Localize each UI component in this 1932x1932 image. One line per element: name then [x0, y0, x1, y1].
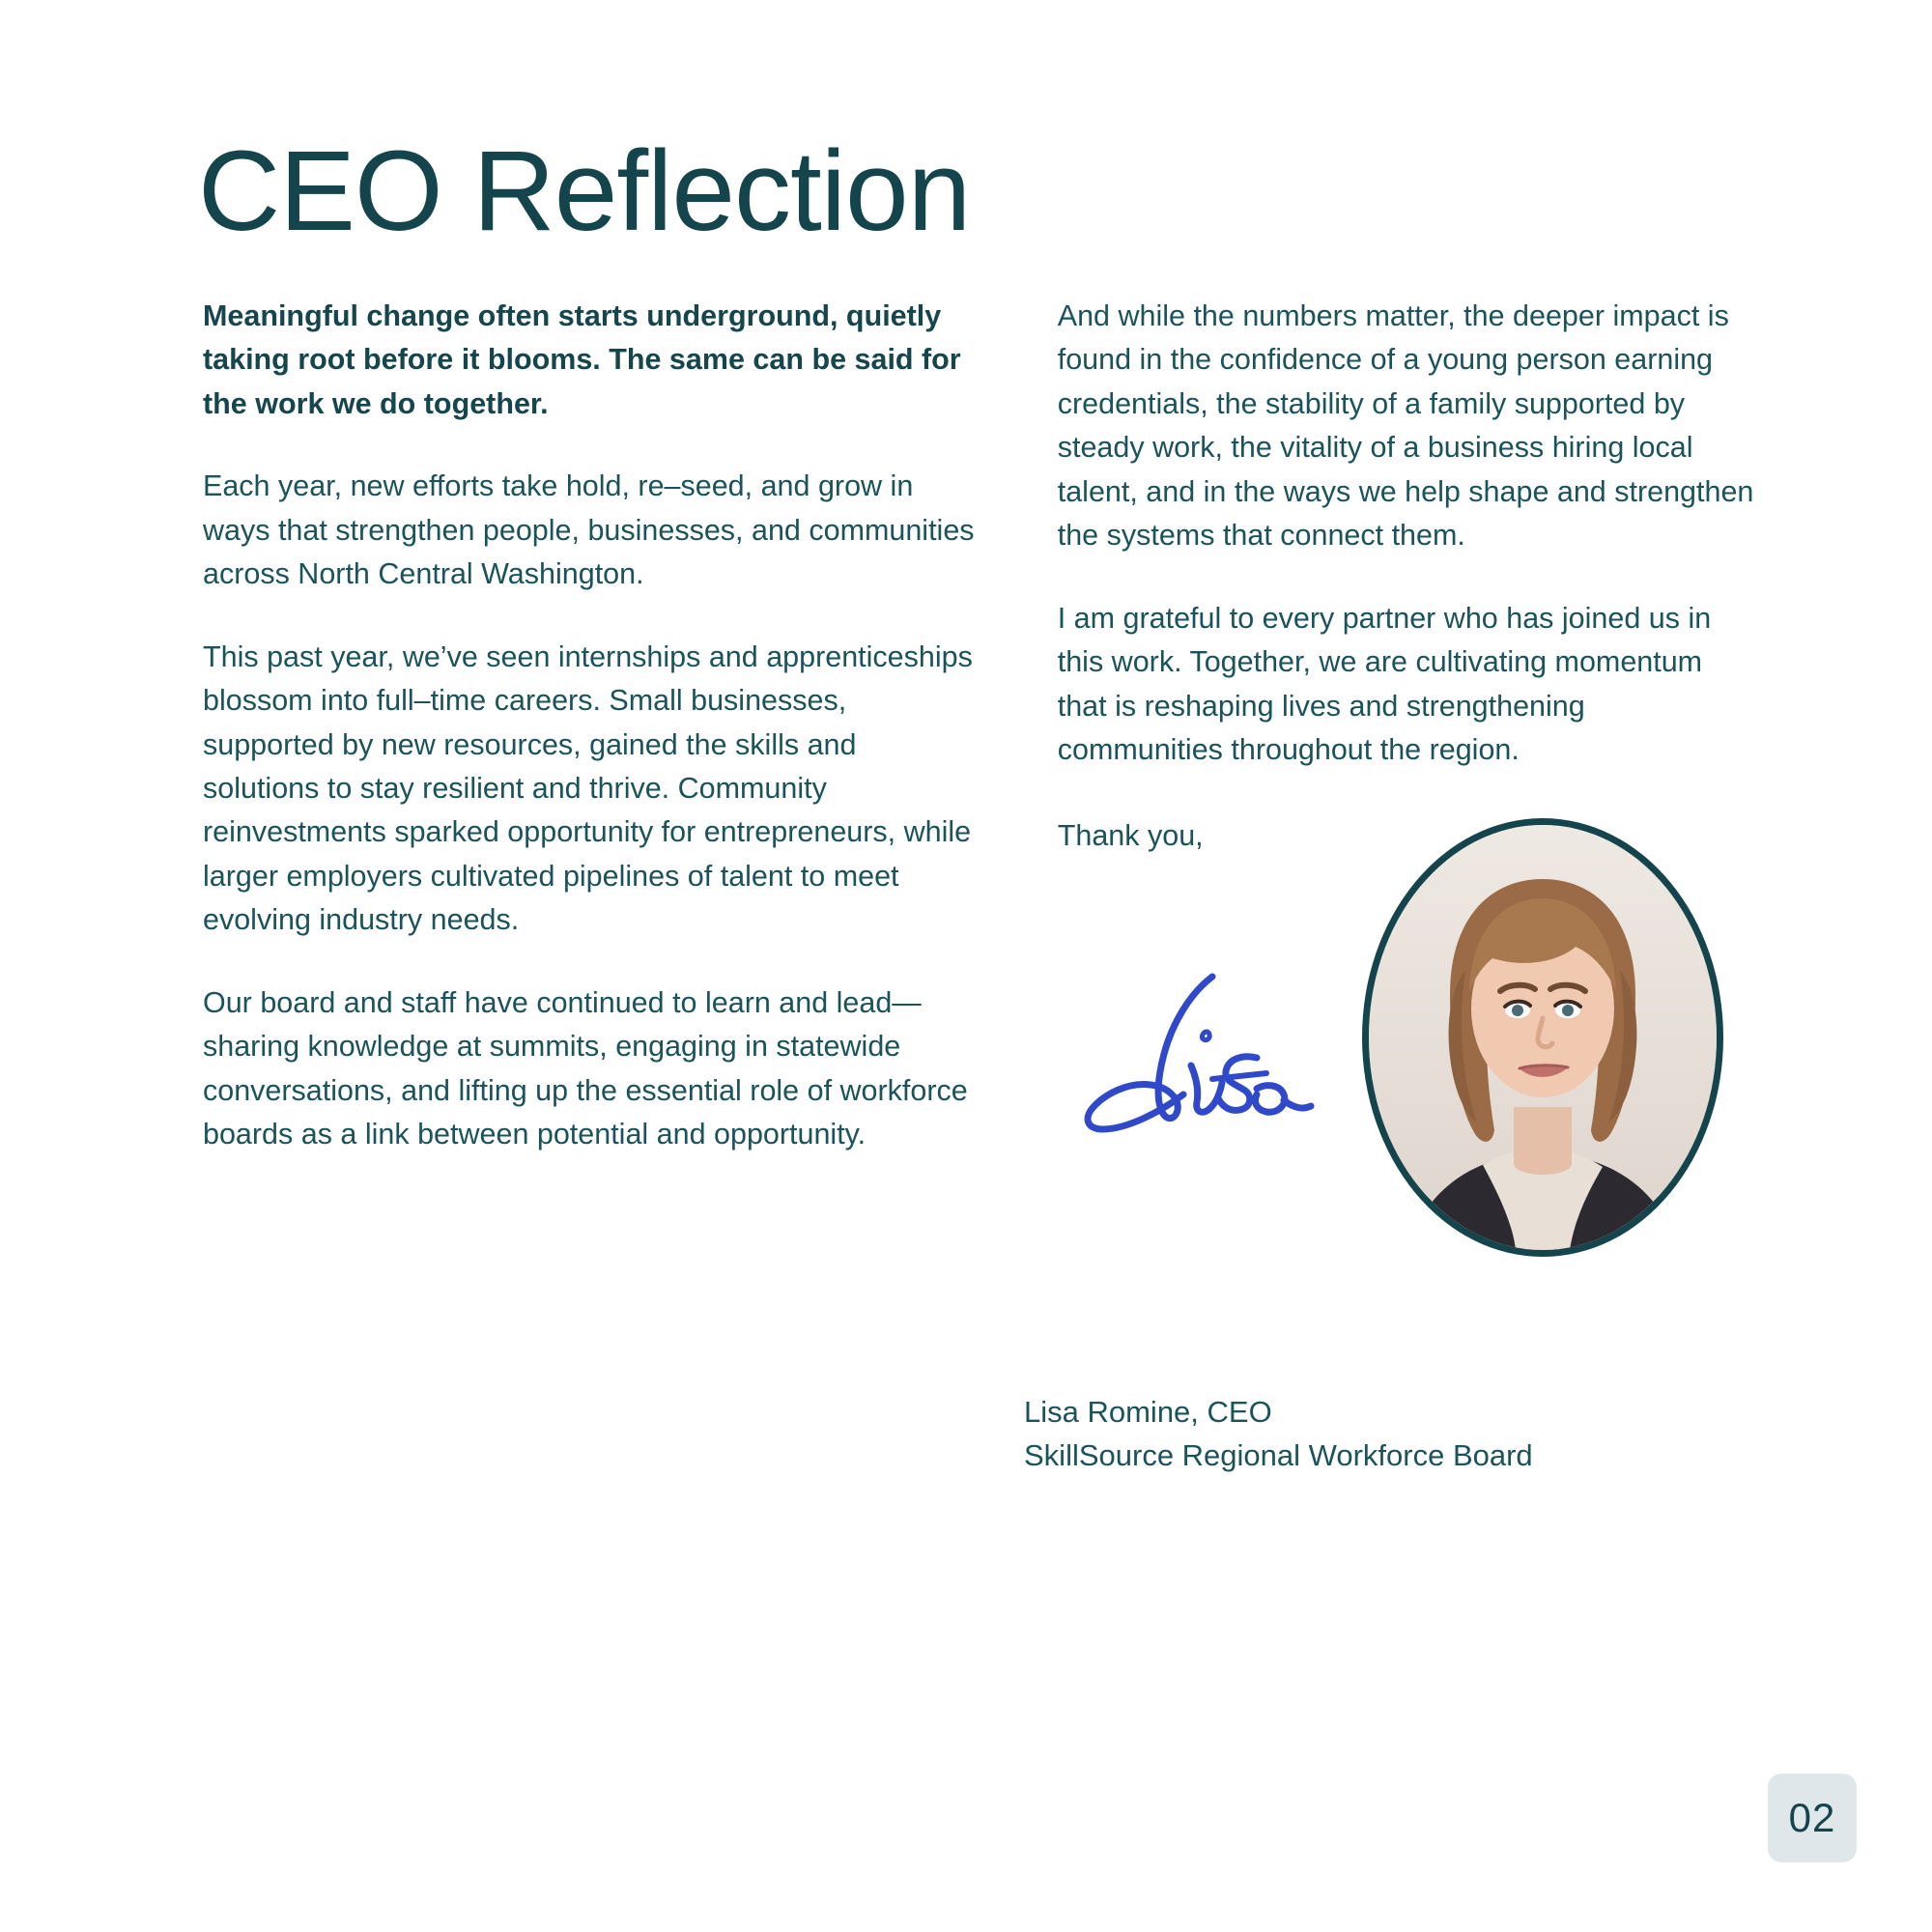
closing-line: Thank you,: [1057, 819, 1204, 853]
right-column: [1058, 295, 1758, 1178]
lead-paragraph: Meaningful change often starts underground, quietly taking root before it blooms. The same can be said for the work we do together.: [203, 299, 961, 420]
signature-row: [1058, 859, 1758, 1178]
signoff-name: Lisa Romine, CEO: [1024, 1395, 1272, 1429]
body-paragraph: This past year, we’ve seen internships and apprenticeships blossom into full–time careers. Small businesses, supported by new resources, gained the skills and solutions to stay resilient and thrive. Community reinvestments sparked opportunity for entrepreneurs, while larger employers cultivated pipelines of talent to meet evolving industry needs.: [203, 639, 973, 937]
body-paragraph: And while the numbers matter, the deeper impact is found in the confidence of a young person earning credentials, the stability of a family supported by steady work, the vitality of a business hiring local talent, and in the ways we help shape and strengthen the systems that connect them.: [1057, 299, 1754, 553]
signoff-block: [1024, 1391, 1533, 1478]
page-number-badge: 02: [1768, 1774, 1857, 1862]
body-paragraph: Our board and staff have continued to learn and lead—sharing knowledge at summits, engaging in statewide conversations, and lifting up the essential role of workforce boards as a link between potential and opportunity.: [203, 985, 968, 1151]
signature-icon: [1067, 965, 1319, 1149]
left-column: [203, 295, 980, 1178]
two-column-body: [203, 295, 1758, 1178]
body-paragraph: I am grateful to every partner who has joined us in this work. Together, we are cultivating momentum that is reshaping lives and strengthening communities throughout the region.: [1057, 601, 1712, 766]
ceo-portrait: [1362, 818, 1723, 1257]
signoff-org: SkillSource Regional Workforce Board: [1024, 1437, 1533, 1472]
body-paragraph: Each year, new efforts take hold, re–seed, and grow in ways that strengthen people, businesses, and communities across North Central Washington.: [203, 469, 975, 591]
page-title: CEO Reflection: [198, 128, 971, 256]
